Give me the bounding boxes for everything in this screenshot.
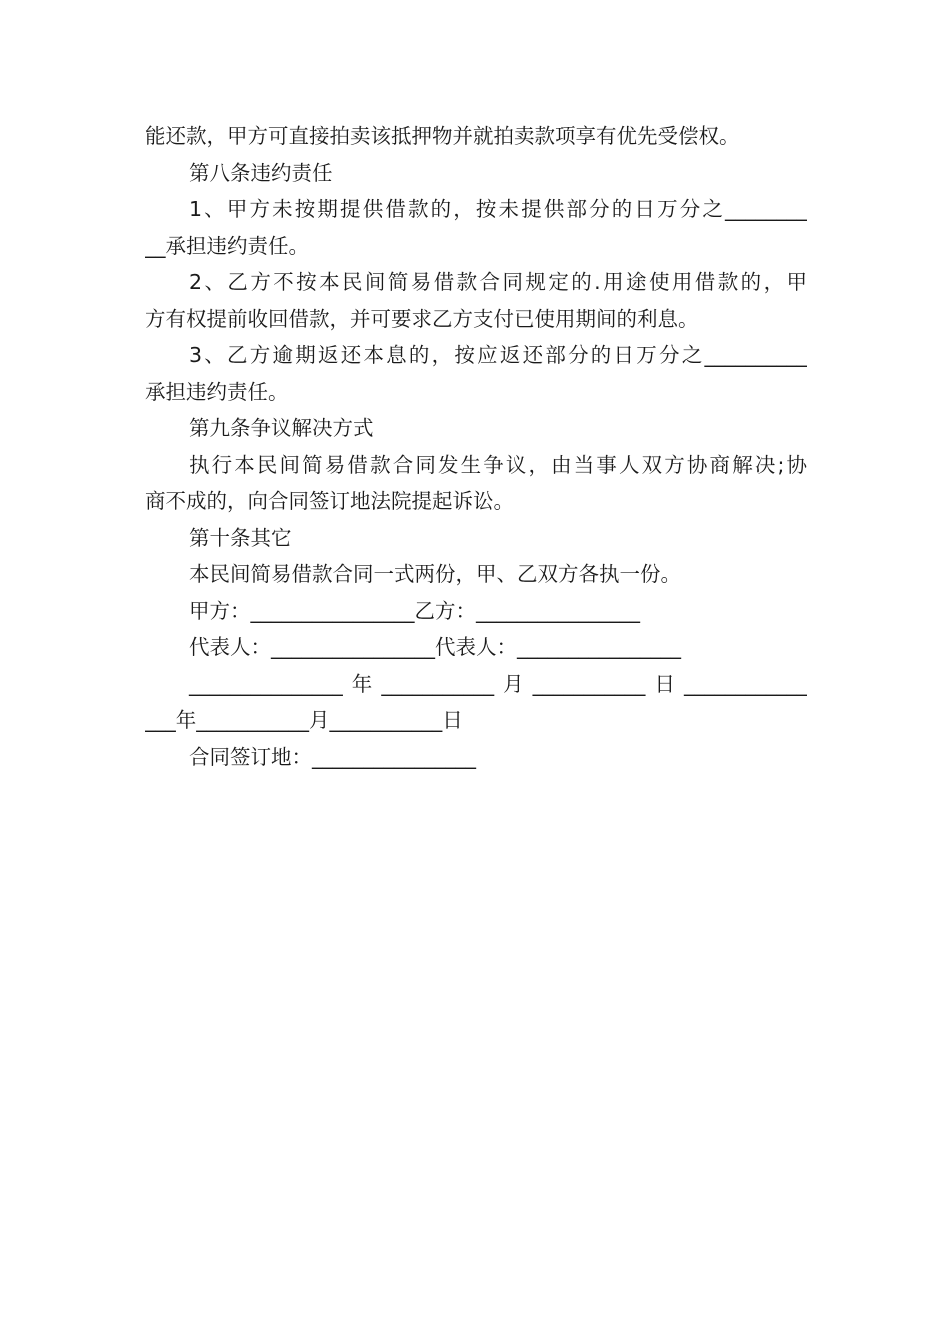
party-signature-line: 甲方：________________乙方：________________ [189,598,640,623]
representative-signature-line: 代表人：________________代表人：________________ [189,635,681,659]
article-10-heading: 第十条其它 [189,525,292,550]
article-8-clause-1: 1、甲方未按期提供借款的，按未提供部分的日万分之________ [189,197,807,221]
article-8-clause-1-cont: __承担违约责任。 [145,233,309,258]
article-9-text: 执行本民间简易借款合同发生争议，由当事人双方协商解决;协 [189,452,807,477]
article-8-clause-2: 2、乙方不按本民间简易借款合同规定的.用途使用借款的，甲 [189,270,807,294]
document-body [145,118,807,775]
article-9-heading: 第九条争议解决方式 [189,416,374,440]
article-10-text: 本民间简易借款合同一式两份，甲、乙双方各执一份。 [189,562,681,586]
article-9-text-cont: 商不成的，向合同签订地法院提起诉讼。 [145,489,514,513]
article-8-clause-2-cont: 方有权提前收回借款，并可要求乙方支付已使用期间的利息。 [145,306,699,331]
date-line-cont: ___年___________月___________日 [145,708,463,732]
article-8-clause-3: 3、乙方逾期返还本息的，按应返还部分的日万分之__________ [189,343,807,367]
signing-place-line: 合同签订地：________________ [189,744,476,769]
paragraph-line-1: 能还款，甲方可直接拍卖该抵押物并就拍卖款项享有优先受偿权。 [145,124,740,148]
article-8-heading: 第八条违约责任 [189,160,333,185]
date-line: _______________年___________月___________日____________ [189,671,807,696]
article-8-clause-3-cont: 承担违约责任。 [145,379,289,404]
